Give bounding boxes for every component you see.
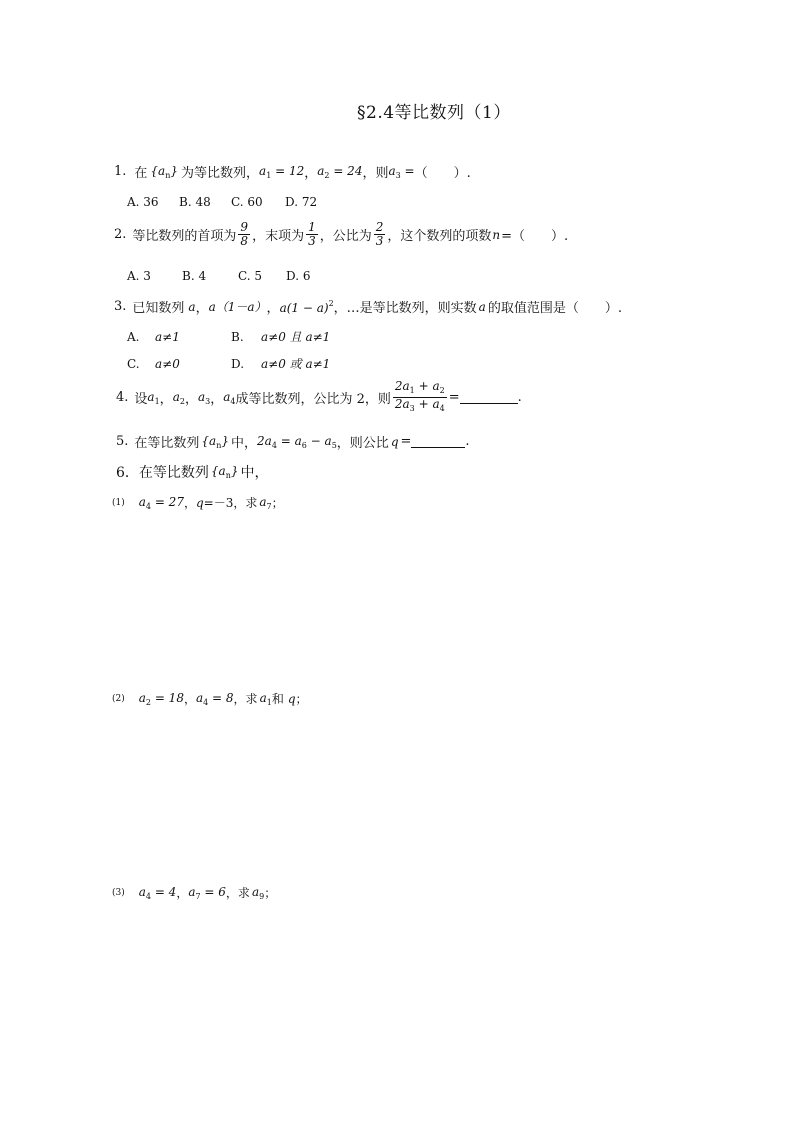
question-3: 3. 已知数列 a ， a（1－a） ， $a(1 - a)^2$ ，…是等比数列，则实数 a 的取值范围是（ ）. — [114, 298, 622, 316]
question-number: 6． — [116, 465, 139, 481]
option-c-label: C. — [127, 357, 140, 371]
option-a: a≠1 — [155, 330, 180, 344]
option-b: B. 48 — [179, 195, 211, 209]
math-expression: $2a_4 = a_6 - a_5$ — [257, 433, 337, 450]
option-b: B. 4 — [182, 269, 207, 283]
question-3-options-row-1 — [127, 328, 330, 345]
question-2-options — [127, 269, 310, 283]
question-text: 成等比数列，公比为 2，则 — [235, 392, 391, 407]
option-a: A. 3 — [127, 269, 151, 283]
question-3-options-row-2 — [127, 355, 330, 372]
math-expression: $a_2 = 24$ — [317, 163, 363, 180]
part-label: (2) — [112, 693, 125, 704]
question-text: ，这个数列的项数 — [387, 229, 492, 244]
fraction: $\frac{2a_1 + a_2}{2a_3 + a_4}$ — [394, 379, 445, 413]
question-number: 2. — [114, 227, 127, 242]
math-expression: $a_4 = 27$ — [138, 494, 184, 511]
math-expression: $a_2 = 18$ — [138, 690, 184, 707]
question-1: 1. 在 $\{a_n\}$ 为等比数列， $a_1 = 12$ ， $a_2 = 24$ ，则 $a_3$ = （ ）. — [114, 163, 471, 181]
math-expression: a（1－a） — [208, 300, 267, 314]
answer-blank[interactable] — [460, 391, 518, 404]
question-6 — [116, 462, 269, 482]
question-number: 3. — [114, 299, 127, 314]
math-expression: $a_7 = 6$ — [188, 884, 226, 901]
option-d: a≠0 或 a≠1 — [261, 357, 331, 371]
math-expression: $\{a_n\}$ — [150, 163, 179, 180]
math-term: $a_9$ — [251, 884, 265, 901]
math-term: $a_1$ — [147, 389, 160, 406]
math-expression: $a_4 = 8$ — [195, 690, 234, 707]
math-variable: n — [492, 227, 501, 242]
question-4: 4. 设 $a_1$ ， $a_2$ ， $a_3$ ， $a_4$ 成等比数列，公比为 2，则 $\frac{2a_1 + a_2}{2a_3 + a_4}$ = . — [116, 379, 522, 413]
question-text: 已知数列 — [132, 301, 185, 316]
math-term: $a_7$ — [259, 494, 272, 511]
question-text: 在等比数列 — [134, 436, 200, 451]
question-text: ，末项为 — [252, 229, 305, 244]
option-d: D. 6 — [286, 269, 311, 283]
part-label: (1) — [112, 497, 125, 508]
question-text: 设 — [134, 392, 148, 407]
math-term: $a_3$ — [197, 389, 211, 406]
question-1-options — [127, 195, 317, 209]
math-variable: a — [478, 299, 486, 314]
question-text: 中， — [231, 436, 258, 451]
option-c: C. 5 — [238, 269, 263, 283]
question-text: ，公比为 — [319, 229, 372, 244]
math-variable: q — [390, 434, 399, 449]
question-text: 在等比数列 — [138, 465, 209, 481]
math-variable: q — [195, 495, 204, 510]
math-variable: a — [188, 299, 196, 314]
question-text: ，…是等比数列，则实数 — [333, 301, 477, 316]
question-6-part-1: (1) $a_4 = 27$ ， q =－3 ，求 $a_7$ ； — [112, 494, 284, 511]
page-title: §2.4等比数列（1） — [357, 103, 511, 123]
question-6-part-3: (3) $a_4 = 4$ ， $a_7 = 6$ ，求 $a_9$ ； — [112, 884, 277, 901]
math-expression: $a_1 = 12$ — [259, 163, 305, 180]
option-c: a≠0 — [155, 357, 180, 371]
question-number: 1. — [114, 164, 127, 179]
question-text: 为等比数列， — [181, 166, 260, 181]
math-expression: $a(1 - a)^2$ — [279, 298, 334, 315]
question-2 — [114, 221, 568, 248]
question-number: 4. — [116, 390, 129, 405]
option-d-label: D. — [231, 357, 245, 371]
math-expression: $\{a_n\}$ — [210, 464, 239, 480]
answer-blank[interactable] — [411, 435, 465, 448]
question-5: 5. 在等比数列 $\{a_n\}$ 中， $2a_4 = a_6 - a_5$ ，则公比 q = . — [116, 433, 470, 451]
fraction: $\frac{1}{3}$ — [308, 220, 316, 248]
fraction: $\frac{9}{8}$ — [240, 220, 249, 248]
question-text: 在 — [134, 166, 148, 181]
question-text: 中， — [240, 465, 269, 481]
option-a-label: A. — [127, 330, 140, 344]
math-term: $a_2$ — [172, 389, 185, 406]
option-c: C. 60 — [231, 195, 263, 209]
question-text: 的取值范围是（ ）. — [487, 301, 622, 316]
math-expression: $\{a_n\}$ — [201, 433, 230, 450]
question-text: 等比数列的首项为 — [132, 229, 237, 244]
math-variable: q — [287, 691, 296, 706]
math-term: $a_1$ — [259, 690, 272, 707]
answer-parentheses: （ ）. — [414, 166, 471, 181]
question-6-part-2: (2) $a_2 = 18$ ， $a_4 = 8$ ，求 $a_1$ 和 q ； — [112, 690, 308, 707]
option-b-label: B. — [231, 330, 244, 344]
option-a: A. 36 — [127, 195, 159, 209]
question-number: 5. — [116, 434, 129, 449]
math-term: $a_4$ — [223, 389, 236, 406]
math-expression: $a_3$ = — [388, 163, 415, 180]
part-label: (3) — [112, 887, 125, 898]
answer-parentheses: =（ ）. — [501, 229, 569, 244]
math-expression: $a_4 = 4$ — [138, 884, 177, 901]
fraction: $\frac{2}{3}$ — [375, 220, 384, 248]
question-text: ，则公比 — [336, 436, 389, 451]
option-d: D. 72 — [285, 195, 318, 209]
option-b: a≠0 且 a≠1 — [261, 330, 331, 344]
